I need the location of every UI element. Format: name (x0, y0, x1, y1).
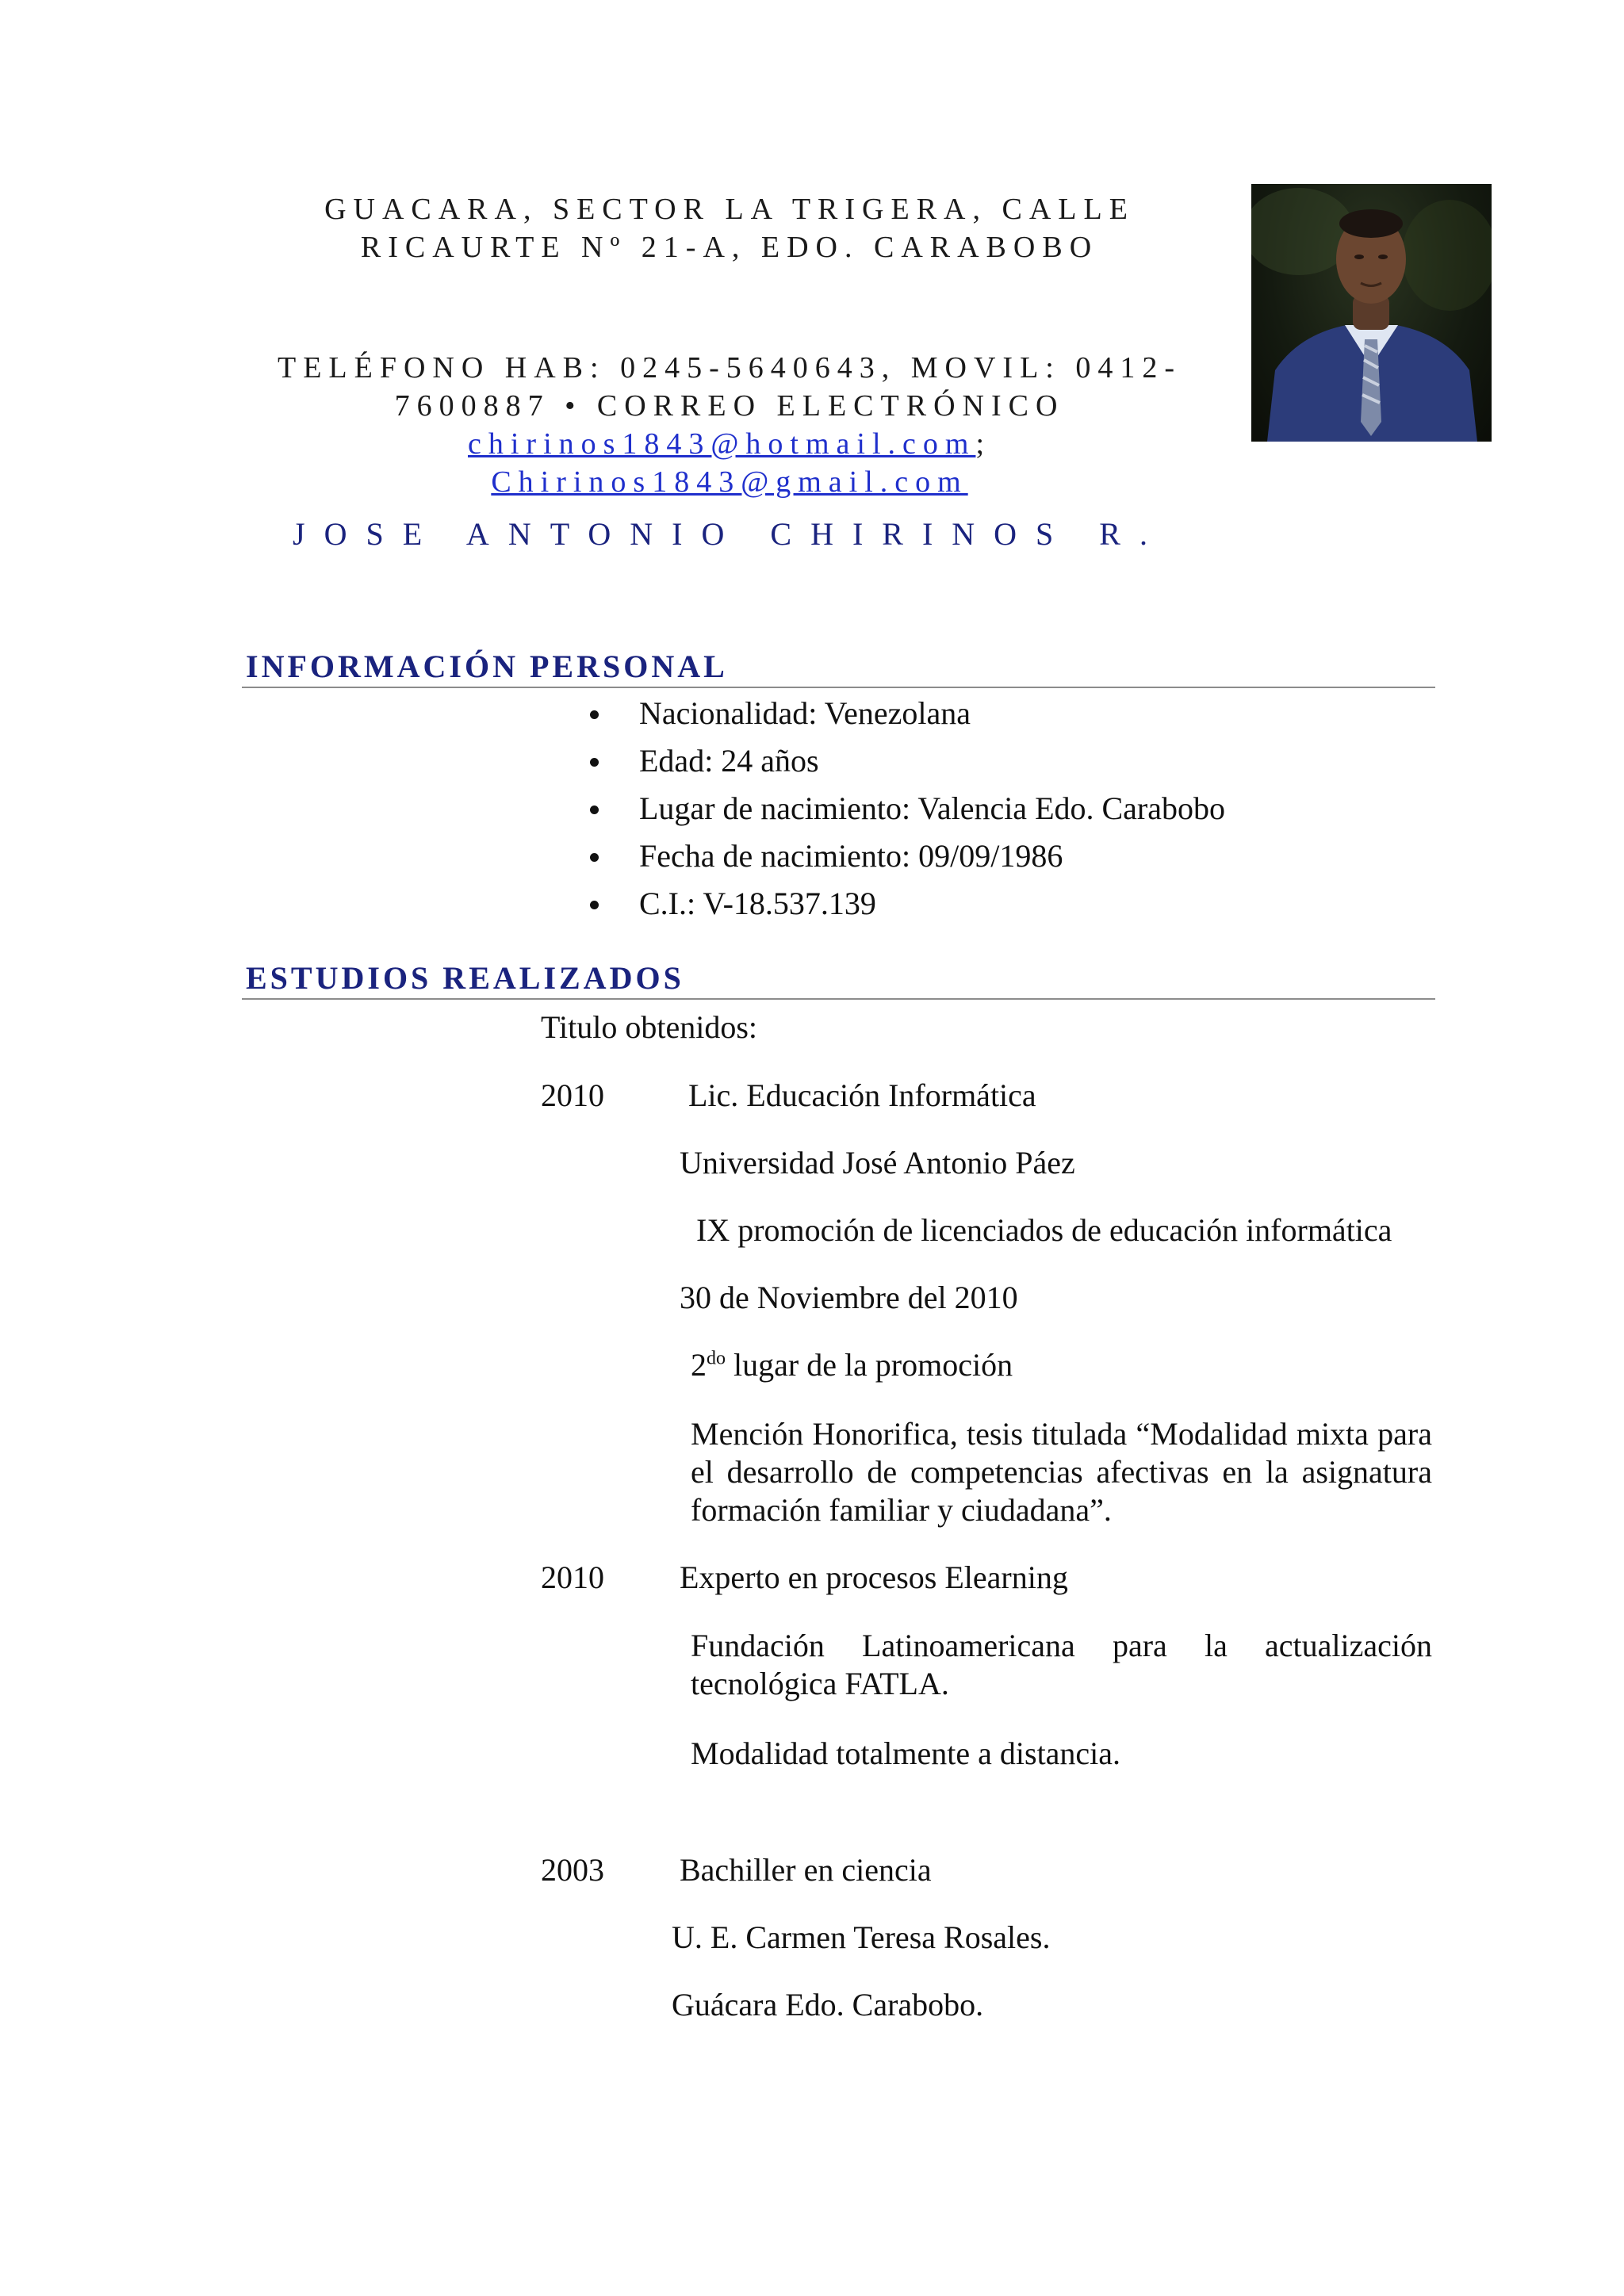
address-line-1: GUACARA, SECTOR LA TRIGERA, CALLE (324, 193, 1135, 226)
entry-institution: Universidad José Antonio Páez (680, 1145, 1075, 1181)
entry-date: 30 de Noviembre del 2010 (680, 1280, 1018, 1315)
entry-degree: Lic. Educación Informática (688, 1077, 1036, 1113)
entry-honor: Mención Honorifica, tesis titulada “Modalidad mixta para el desarrollo de competencias afectivas en la asignatura formación familiar y ciudadana”. (691, 1416, 1432, 1528)
entry-mode: Modalidad totalmente a distancia. (691, 1735, 1121, 1771)
section-title-personal: INFORMACIÓN PERSONAL (246, 649, 728, 684)
candidate-name: JOSE ANTONIO CHIRINOS R. (293, 516, 1166, 552)
entry-promotion: IX promoción de licenciados de educación informática (696, 1212, 1392, 1248)
list-item: Nacionalidad: Venezolana (587, 690, 1225, 737)
entry-institution: Fundación Latinoamericana para la actualización tecnológica FATLA. (691, 1628, 1432, 1701)
phone-line-1: TELÉFONO HAB: 0245-5640643, MOVIL: 0412- (277, 351, 1182, 385)
list-item: Edad: 24 años (587, 737, 1225, 785)
profile-photo (1251, 184, 1492, 442)
entry-degree: Bachiller en ciencia (680, 1852, 932, 1888)
address-block (238, 190, 1221, 266)
entry-location: Guácara Edo. Carabobo. (672, 1987, 984, 2022)
contact-block (238, 349, 1221, 501)
entry-place (691, 1346, 1013, 1384)
section-divider-personal (242, 687, 1435, 688)
section-divider-studies (242, 998, 1435, 1000)
personal-info-list (587, 690, 1225, 928)
entry-institution: U. E. Carmen Teresa Rosales. (672, 1919, 1051, 1955)
email-link-hotmail[interactable]: chirinos1843@hotmail.com (467, 427, 976, 461)
entry-year: 2003 (541, 1852, 604, 1888)
entry-degree: Experto en procesos Elearning (680, 1559, 1068, 1595)
list-item: Lugar de nacimiento: Valencia Edo. Carabobo (587, 785, 1225, 832)
address-line-2: RICAURTE Nº 21-A, EDO. CARABOBO (360, 231, 1099, 264)
place-text: lugar de la promoción (726, 1347, 1013, 1383)
list-item: C.I.: V-18.537.139 (587, 880, 1225, 928)
entry-year: 2010 (541, 1559, 604, 1595)
email-line (238, 425, 1221, 501)
studies-intro: Titulo obtenidos: (541, 1009, 758, 1045)
list-item: Fecha de nacimiento: 09/09/1986 (587, 832, 1225, 880)
entry-year: 2010 (541, 1077, 604, 1113)
place-suffix: do (707, 1348, 726, 1369)
email-link-gmail[interactable]: Chirinos1843@gmail.com (491, 465, 968, 499)
place-number: 2 (691, 1347, 707, 1383)
phone-line-2: 7600887 • CORREO ELECTRÓNICO (394, 389, 1065, 423)
email-separator: ; (975, 427, 991, 461)
section-title-studies: ESTUDIOS REALIZADOS (246, 960, 684, 996)
